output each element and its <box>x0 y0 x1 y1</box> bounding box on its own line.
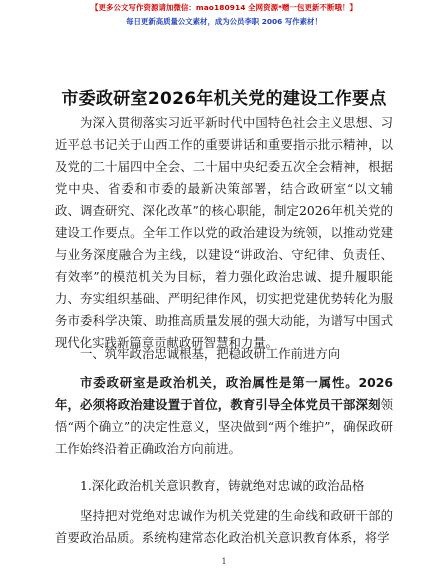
intro-paragraph <box>55 112 393 354</box>
page-number: 1 <box>221 557 227 566</box>
intro-paragraph-text: 为深入贯彻落实习近平新时代中国特色社会主义思想、习近平总书记关于山西工作的重要讲话和重要指示批示精神，以及党的二十届四中全会、二十届中央纪委五次全会精神，根据党中央、省委和市委的最新决策部署，结合政研室“以文辅政、调查研究、深化改革”的核心职能，制定2026年机关党的建设工作要点。全年工作以党的政治建设为统领，以推动党建与业务深度融合为主线，以建设“讲政治、守纪律、负责任、有效率”的模范机关为目标，着力强化政治忠诚、提升履职能力、夯实组织基础、严明纪律作风，切实把党建优势转化为服务市委科学决策、助推高质量发展的强大动能，为谱写中国式现代化实践新篇章贡献政研智慧和力量。 <box>55 115 393 350</box>
subsection-1-paragraph <box>55 505 393 549</box>
emphasis-text: 市委政研室是政治机关，政治属性是第一属性。2026年，必须将政治建设置于首位，教育引导全体党员干部深刻 <box>55 375 393 412</box>
promo-banner <box>0 2 448 28</box>
section-1-heading: 一、筑牢政治忠诚根基，把稳政研工作前进方向 <box>80 346 341 361</box>
promo-line-2: 每日更新高质量公文素材，成为公员李职 2006 写作素材！ <box>126 17 322 26</box>
promo-line-1: 【更多公文写作资源请加微信：mao180914 全网资源*赠一包更新不断哦！】 <box>91 3 357 12</box>
section-1-paragraph <box>55 372 393 460</box>
section-1-paragraph-rest: 领悟“两个确立”的决定性意义，坚决做到“两个维护”，确保政研工作始终沿着正确政治方向前进。 <box>55 397 393 456</box>
subsection-1-heading: 1.深化政治机关意识教育，铸就绝对忠诚的政治品格 <box>80 478 365 493</box>
subsection-1-paragraph-text: 坚持把对党绝对忠诚作为机关党建的生命线和政研干部的首要政治品质。系统构建常态化政治机关意识教育体系，将学 <box>55 508 393 545</box>
document-title: 市委政研室2026年机关党的建设工作要点 <box>61 89 387 109</box>
section-1-paragraph-text <box>55 372 393 460</box>
